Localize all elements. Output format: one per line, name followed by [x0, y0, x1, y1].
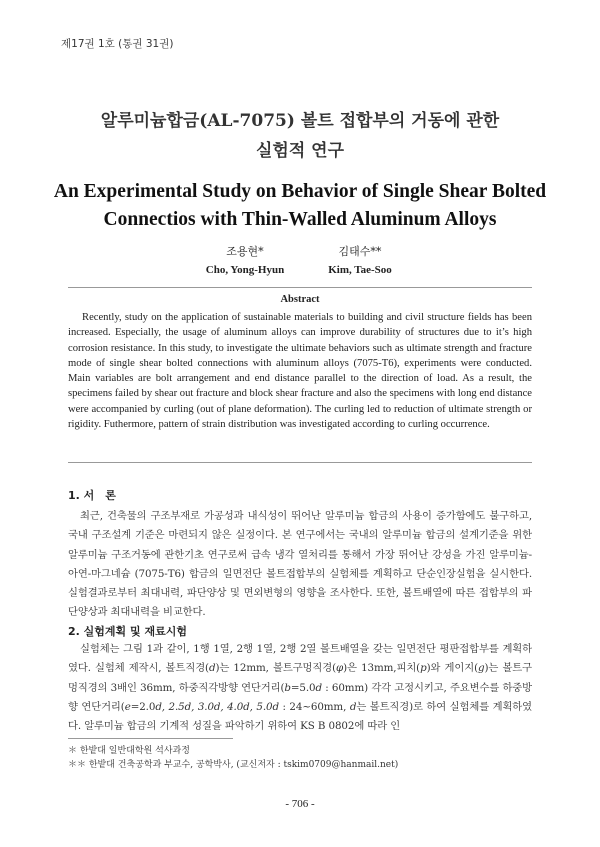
symbol-phi: φ [336, 662, 344, 675]
section-2-text-part: : 24~60mm, [278, 700, 350, 713]
korean-title-line-2: 실험적 연구 [255, 141, 345, 161]
section-2-text-part: =2.0 [130, 700, 156, 713]
english-title [40, 178, 560, 234]
abstract-text: Recently, study on the application of sustainable materials to building and civil structure fields has been increased. Especially, the usage of aluminum alloys can improve durability of structures due to it’s high corrosion resistance. In this study, to investigate the ultimate behaviors such as ultimate strength and fracture mode of single shear bolted connections with aluminum alloys (7075-T6), experiments were conducted. Main variables are bolt arrangement and end distance parallel to the direction of load. As a result, the specimens failed by shear out fracture and block shear fracture and also the specimens with long end distance were accompanied by curling (out of plane deformation). The curling led to reduction of ultimate strength or rigidity. Futhermore, pattern of strain distribution was investigated according to curling occurrence. [68, 312, 532, 431]
author-1 [185, 243, 305, 279]
footnote-rule [68, 738, 233, 739]
abstract-heading: Abstract [280, 294, 320, 305]
footnote-1: ＊ 한밭대 일반대학원 석사과정 [68, 746, 190, 756]
english-title-line-1: An Experimental Study on Behavior of Single Shear Bolted [53, 181, 547, 202]
author-2-english-name: Kim, Tae-Soo [328, 264, 392, 276]
abstract-bottom-rule [68, 462, 532, 463]
symbol-e: e [124, 700, 131, 713]
section-2-text-part: )은 13mm,피치( [343, 662, 421, 675]
symbol-d: d [349, 700, 357, 713]
footnote-2: ＊＊ 한밭대 건축공학과 부교수, 공학박사, (교신저자 : tskim0709@hanmail.net) [68, 760, 399, 770]
section-2-text-part: =5.0 [290, 681, 316, 694]
section-1-text: 최근, 건축물의 구조부재로 가공성과 내식성이 뛰어난 알루미늄 합금의 사용이 증가함에도 불구하고, 국내 구조설계 기준은 마련되지 않은 실정이다. 본 연구에서는 국내의 알루미늄 합금의 설계기준을 위한 알루미늄 구조거동에 관한기초 연구로써 급속 냉각 열처리를 통해서 가장 뛰어난 강성을 가진 알루미늄-아연-마그네슘 (7075-T6) 합금의 일면전단 볼트접합부의 실험체를 계획하고 단순인장실험을 실시한다. 실험결과로부터 최대내력, 파단양상 및 면외변형의 영향을 조사한다. 또한, 볼트배열에 따른 접합부의 파단양상과 최대내력을 비교한다. [68, 510, 532, 619]
section-2-text [68, 640, 532, 736]
section-2-text-part: 는 볼트직경)로 하여 실험체를 계획하였다. 알루미늄 합금의 기계적 성질을 파악하기 위하여 KS B 0802에 따라 인 [68, 700, 532, 733]
section-2-text-part: : 60mm) 각각 고정시키고, 주요변수를 하중방향 연단거리( [68, 681, 532, 713]
korean-title-line-1: 알루미늄합금(AL-7075) 볼트 접합부의 거동에 관한 [100, 111, 500, 131]
section-2-text-part: 실험체는 그림 1과 같이, 1행 1열, 2행 1열, 2행 2열 볼트배열을 갖는 일면전단 평판접합부를 계획하였다. 실험체 제작시, 볼트직경( [68, 643, 532, 675]
section-2-text-part: )와 게이지( [426, 662, 478, 675]
section-2-heading: 2. 실험계획 및 재료시험 [68, 625, 187, 638]
author-2-korean-name: 김태수** [338, 245, 382, 258]
section-1-heading: 1. 서 론 [68, 489, 116, 502]
author-2 [305, 243, 415, 279]
symbol-d: d [208, 662, 216, 675]
abstract-top-rule [68, 287, 532, 288]
symbol-b: b [284, 681, 291, 694]
english-title-line-2: Connectios with Thin-Walled Aluminum Alloys [103, 209, 497, 230]
author-1-korean-name: 조용현* [226, 245, 264, 258]
section-2-text-part: )는 볼트구멍직경의 3배인 36mm, 하중직각방향 연단거리( [68, 662, 532, 694]
symbol-d: d [315, 681, 322, 694]
author-1-english-name: Cho, Yong-Hyun [205, 264, 285, 276]
section-2-text-part: )는 12mm, 볼트구멍직경( [215, 662, 336, 675]
end-distance-list: d, 2.5d, 3.0d, 4.0d, 5.0d [155, 700, 279, 713]
journal-issue-header: 제17권 1호 (통권 31권) [61, 38, 174, 50]
symbol-p: p [420, 662, 427, 675]
page-number: - 706 - [285, 798, 315, 810]
korean-title [40, 106, 560, 166]
symbol-g: g [478, 662, 485, 675]
